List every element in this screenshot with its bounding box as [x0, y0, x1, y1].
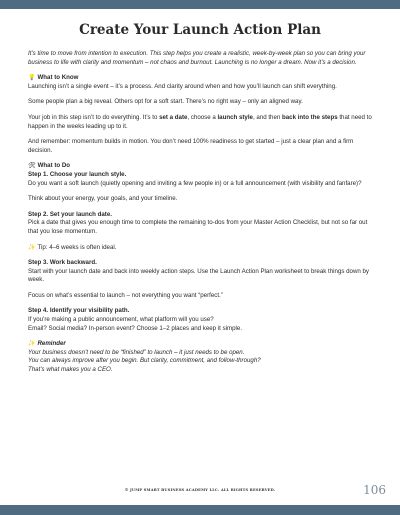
sparkle-icon: ✨ [28, 244, 36, 251]
page-title: Create Your Launch Action Plan [79, 22, 321, 38]
step1-text: Do you want a soft launch (quietly opening and inviting a few people in) or a full announcement (with visibility and fanfare)? [28, 179, 362, 187]
step4-text-1: If you’re making a public announcement, what platform will you use? [28, 316, 214, 324]
what-to-do-heading: 🛠 What to Do [28, 162, 71, 170]
step4-text-2: Email? Social media? In-person event? Choose 1–2 places and keep it simple. [28, 324, 243, 332]
tip-line: ✨ Tip: 4–6 weeks is often ideal. [28, 243, 117, 251]
know-paragraph-3: Your job in this step isn’t to do everything. It’s to set a date, choose a launch style, and then back into the steps that need to happen in the weeks leading up to it. [28, 113, 372, 130]
page-number: 106 [363, 483, 386, 497]
step3-text: Start with your launch date and back into weekly action steps. Use the Launch Action Plan worksheet to break things down by week. [28, 267, 370, 284]
tools-icon: 🛠 [28, 163, 36, 170]
page-content [28, 50, 378, 375]
step1-title: Step 1. Choose your launch style. [28, 170, 127, 178]
know-paragraph-2: Some people plan a big reveal. Others opt for a soft start. There’s no right way – only an aligned way. [28, 98, 303, 106]
step1-text-2: Think about your energy, your goals, and your timeline. [28, 195, 178, 203]
know-paragraph-1: Launching isn’t a single event – it’s a process. And clarity around when and how you’ll launch can shift everything. [28, 82, 337, 90]
reminder-line-2: You can always improve after you begin. But clarity, commitment, and follow-through? [28, 357, 261, 365]
know-paragraph-4: And remember: momentum builds in motion. You don’t need 100% readiness to get started – just a clear plan and a firm decision. [28, 138, 354, 154]
step4-title: Step 4. Identify your visibility path. [28, 307, 130, 315]
reminder-line-1: Your business doesn’t need to be “finished” to launch – it just needs to be open. [28, 348, 245, 356]
top-accent-bar [0, 0, 400, 9]
step2-text: Pick a date that gives you enough time to complete the remaining to-dos from your Master Action Checklist, but not so far out that you lose momentum. [28, 219, 368, 235]
copyright-footer: © JUMP SMART BUSINESS ACADEMY LLC. ALL RIGHTS RESERVED. [124, 488, 276, 492]
lightbulb-icon: 💡 [28, 75, 36, 82]
step2-title: Step 2. Set your launch date. [28, 210, 112, 218]
sparkle-icon: ✨ [28, 341, 36, 348]
step3-title: Step 3. Work backward. [28, 259, 97, 267]
reminder-line-3: That’s what makes you a CEO. [28, 366, 113, 374]
reminder-heading: ✨ Reminder [28, 340, 66, 348]
step3-text-2: Focus on what’s essential to launch – not everything you want “perfect.” [28, 291, 223, 299]
what-to-know-heading: 💡 What to Know [28, 74, 79, 82]
bottom-accent-bar [0, 505, 400, 515]
intro-paragraph: It’s time to move from intention to execution. This step helps you create a realistic, week-by-week plan so you can bring your business to life with clarity and momentum – not chaos and burnout. Launching is no longer a dream. Now it’s a decision. [28, 50, 366, 66]
